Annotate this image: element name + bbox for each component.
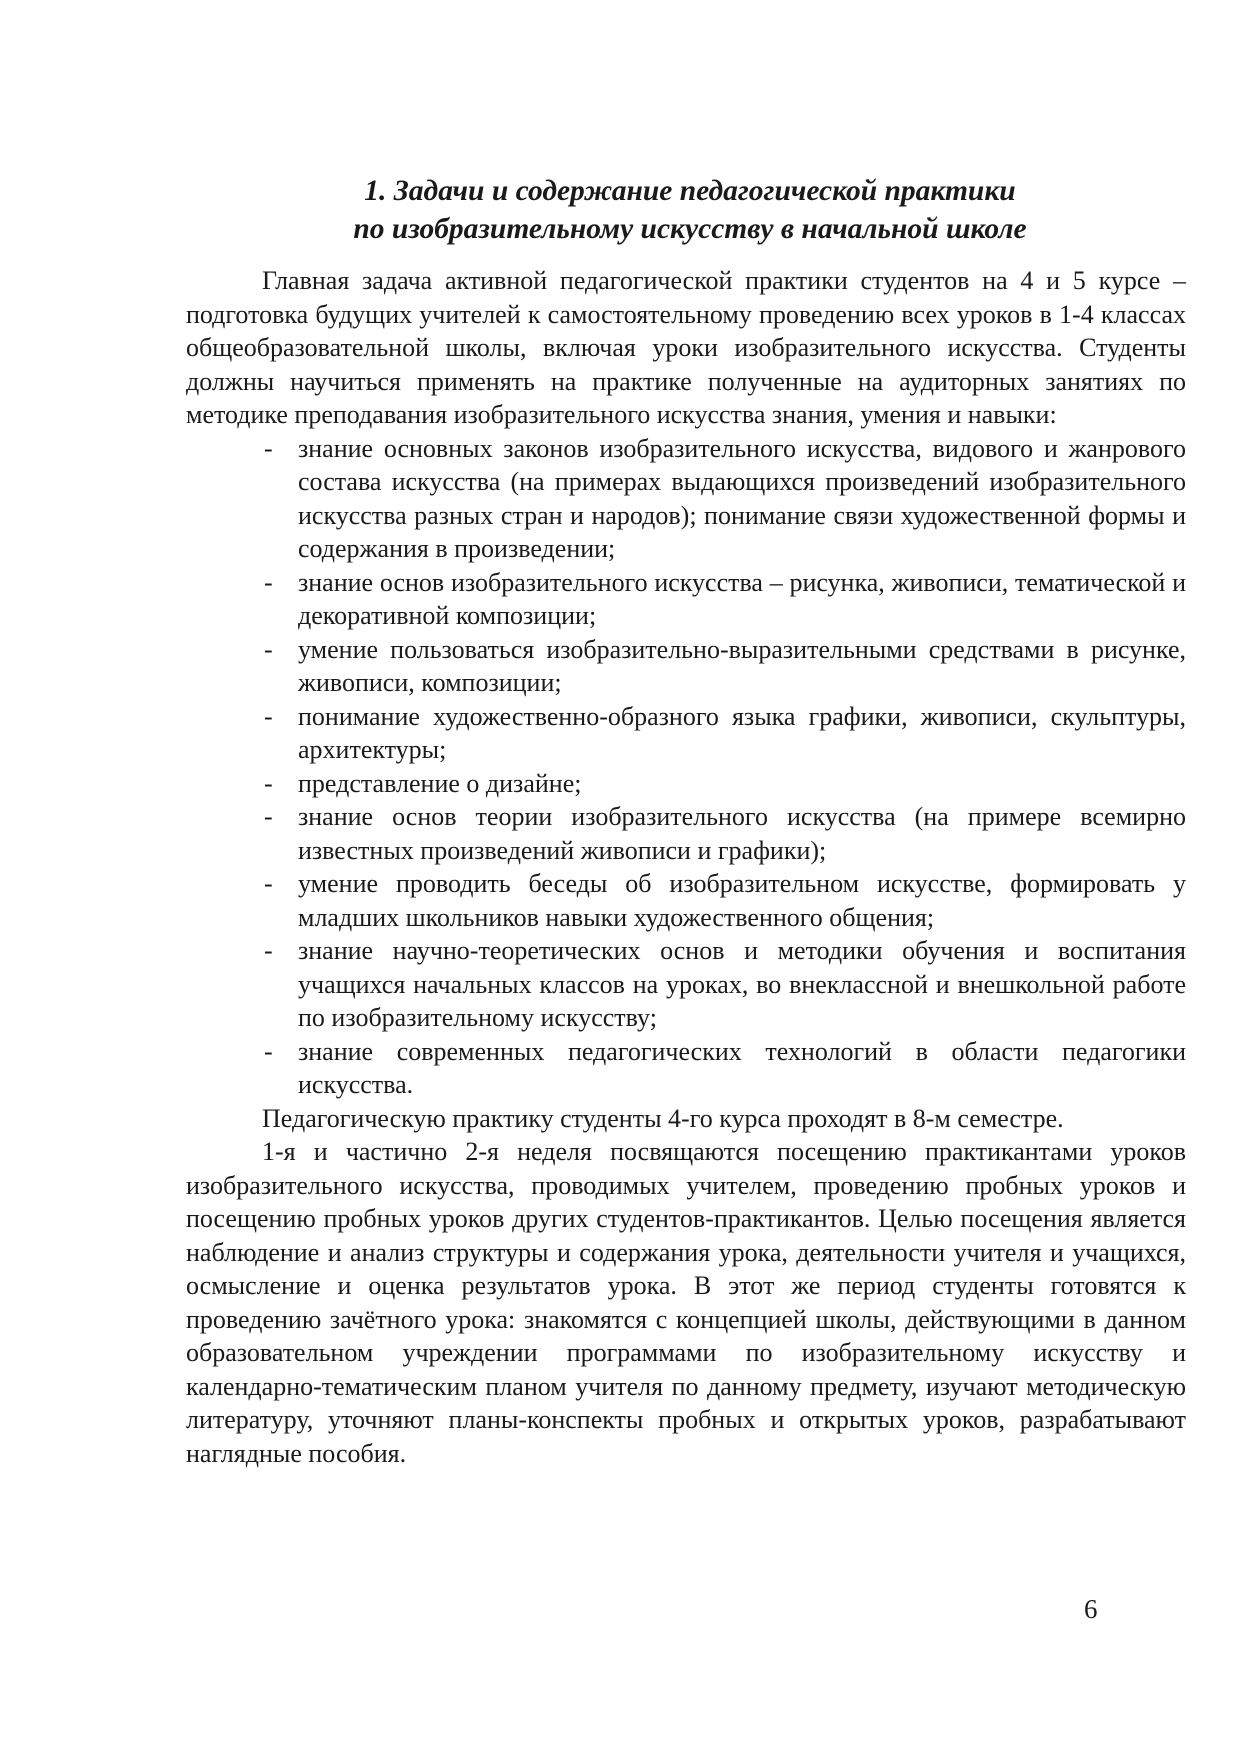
list-item-text: знание основ теории изобразительного искусства (на примере всемирно известных произведений живописи и графики); — [298, 802, 1186, 865]
intro-paragraph: Главная задача активной педагогической практики студентов на 4 и 5 курсе – подготовка будущих учителей к самостоятельному проведению всех уроков в 1-4 классах общеобразовательной школы, включая уроки изобразительного искусства. Студенты должны научиться применять на практике полученные на аудиторных занятиях по методике преподавания изобразительного искусства знания, умения и навыки: — [186, 266, 1186, 429]
bullet-dash: - — [264, 802, 273, 831]
skills-list — [186, 432, 1186, 1102]
list-item — [186, 800, 1186, 867]
bullet-dash: - — [264, 869, 273, 898]
list-item — [186, 767, 1186, 801]
list-item-text: умение пользоваться изобразительно-выразительными средствами в рисунке, живописи, композиции; — [298, 634, 1186, 697]
list-item — [186, 934, 1186, 1035]
weeks-paragraph: 1-я и частично 2-я неделя посвящаются посещению практикантами уроков изобразительного искусства, проводимых учителем, проведению пробных уроков и посещению пробных уроков других студентов-практикантов. Целью посещения является наблюдение и анализ структуры и содержания урока, деятельности учителя и учащихся, осмысление и оценка результатов урока. В этот же период студенты готовятся к проведению зачётного урока: знакомятся с концепцией школы, действующими в данном образовательном учреждении программами по изобразительному искусству и календарно-тематическим планом учителя по данному предмету, изучают методическую литературу, уточняют планы-конспекты пробных и открытых уроков, разрабатывают наглядные пособия. — [186, 1137, 1186, 1468]
semester-paragraph: Педагогическую практику студенты 4-го курса проходят в 8-м семестре. — [262, 1103, 1064, 1133]
list-item-text: умение проводить беседы об изобразительном искусстве, формировать у младших школьников навыки художественного общения; — [298, 869, 1186, 932]
list-item — [186, 566, 1186, 633]
bullet-dash: - — [264, 768, 273, 798]
document-body — [186, 264, 1186, 1470]
section-heading-line-1: 1. Задачи и содержание педагогической практики — [364, 174, 1016, 207]
list-item-text: знание современных педагогических технологий в области педагогики искусства. — [298, 1036, 1186, 1099]
bullet-dash: - — [264, 433, 273, 463]
bullet-dash: - — [264, 634, 273, 664]
bullet-dash: - — [264, 936, 273, 965]
bullet-dash: - — [264, 567, 273, 597]
list-item — [186, 432, 1186, 566]
list-item-text: представление о дизайне; — [298, 768, 582, 798]
bullet-dash: - — [264, 701, 273, 731]
list-item — [186, 867, 1186, 934]
list-item-text: понимание художественно-образного языка графики, живописи, скульптуры, архитектуры; — [298, 701, 1186, 764]
page-number: 6 — [1084, 1594, 1098, 1624]
section-heading — [186, 172, 1194, 248]
bullet-dash: - — [264, 1036, 273, 1066]
section-heading-line-2: по изобразительному искусству в начальной школе — [353, 212, 1027, 245]
list-item — [186, 700, 1186, 767]
list-item-text: знание основных законов изобразительного искусства, видового и жанрового состава искусства (на примерах выдающихся произведений изобразительного искусства разных стран и народов); понимание связи художественной формы и содержания в произведении; — [298, 433, 1186, 563]
list-item-text: знание научно-теоретических основ и методики обучения и воспитания учащихся начальных классов на уроках, во внеклассной и внешкольной работе по изобразительному искусству; — [298, 936, 1186, 1032]
list-item — [186, 633, 1186, 700]
list-item-text: знание основ изобразительного искусства – рисунка, живописи, тематической и декоративной композиции; — [298, 567, 1186, 630]
list-item — [186, 1035, 1186, 1102]
